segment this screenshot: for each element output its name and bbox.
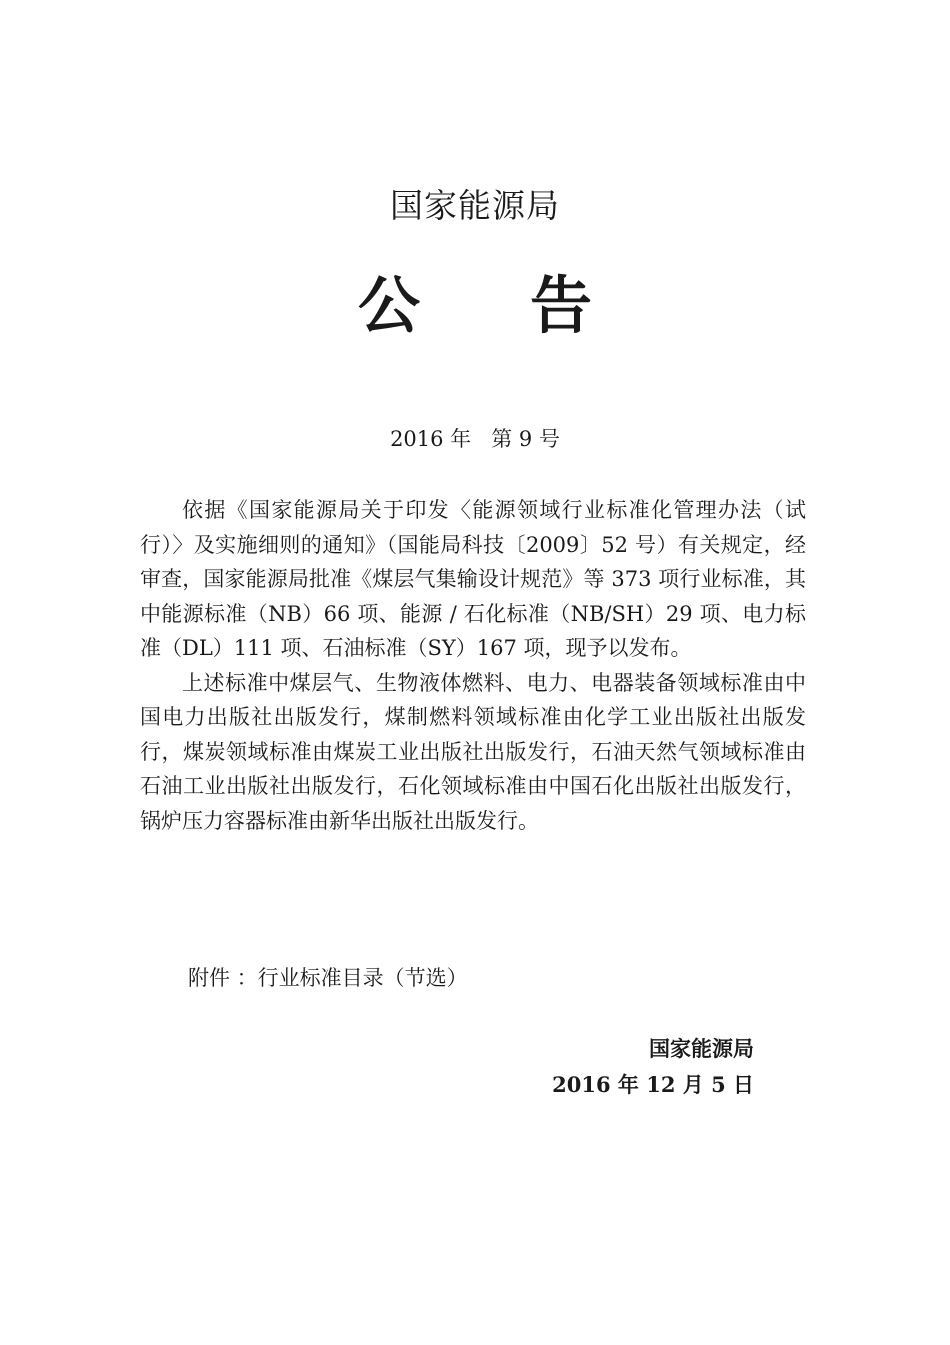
- issuing-agency: 国家能源局: [390, 186, 560, 225]
- body-paragraph-1: 依据《国家能源局关于印发〈能源领域行业标准化管理办法（试行）〉及实施细则的通知》（国能局科技〔2009〕52 号）有关规定，经审查，国家能源局批准《煤层气集输设计规范》等 373 项行业标准，其中能源标准（NB）66 项、能源 / 石化标准（NB/SH）29 项、电力标准（DL）111 项、石油标准（SY）167 项，现予以发布。: [140, 498, 806, 660]
- document-number: 2016 年 第 9 号: [390, 427, 560, 451]
- document-title: [0, 270, 950, 342]
- signature-organization: 国家能源局: [649, 1036, 754, 1061]
- title-char-right: 告: [530, 269, 593, 342]
- announcement-body: [140, 493, 806, 838]
- attachment-note: 附件 ：行业标准目录（节选）: [188, 966, 468, 990]
- body-paragraph-2: 上述标准中煤层气、生物液体燃料、电力、电器装备领域标准由中国电力出版社出版发行，煤制燃料领域标准由化学工业出版社出版发行，煤炭领域标准由煤炭工业出版社出版发行，石油天然气领域标准由石油工业出版社出版发行，石化领域标准由中国石化出版社出版发行，锅炉压力容器标准由新华出版社出版发行。: [140, 670, 806, 833]
- signature-date: 2016 年 12 月 5 日: [552, 1072, 754, 1097]
- title-char-left: 公: [357, 269, 420, 342]
